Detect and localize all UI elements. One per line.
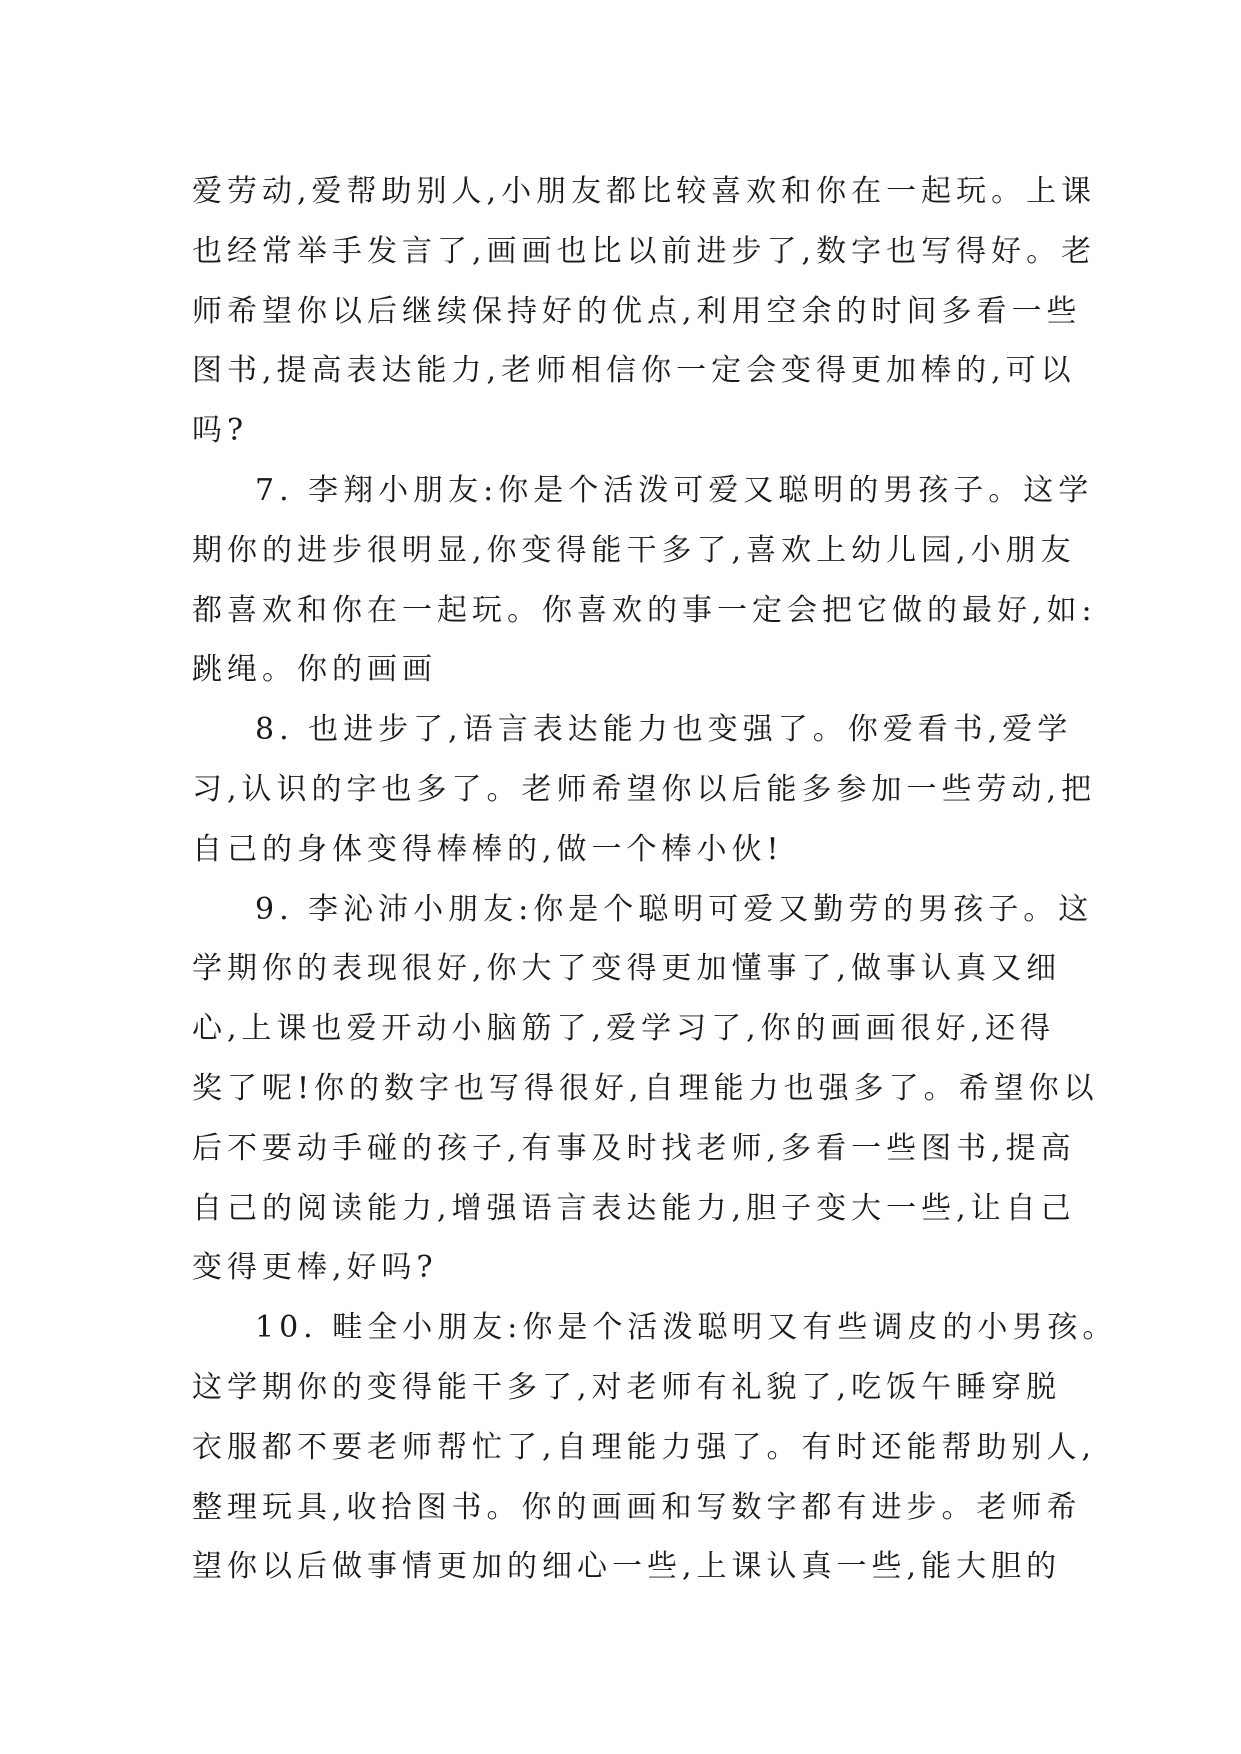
text-line: 衣服都不要老师帮忙了,自理能力强了。有时还能帮助别人, xyxy=(192,1429,1097,1465)
text-line: 8. 也进步了,语言表达能力也变强了。你爱看书,爱学 xyxy=(255,712,1073,748)
text-line: 也经常举手发言了,画画也比以前进步了,数字也写得好。老 xyxy=(192,233,1097,269)
text-line: 奖了呢!你的数字也写得很好,自理能力也强多了。希望你以 xyxy=(192,1070,1099,1106)
text-line: 这学期你的变得能干多了,对老师有礼貌了,吃饭午睡穿脱 xyxy=(192,1369,1062,1405)
text-line: 吗? xyxy=(192,413,249,449)
text-line: 师希望你以后继续保持好的优点,利用空余的时间多看一些 xyxy=(192,293,1082,329)
text-line: 自己的身体变得棒棒的,做一个棒小伙! xyxy=(192,831,784,867)
text-line: 学期你的表现很好,你大了变得更加懂事了,做事认真又细 xyxy=(192,951,1062,987)
text-line: 期你的进步很明显,你变得能干多了,喜欢上幼儿园,小朋友 xyxy=(192,532,1076,568)
text-line: 10. 畦全小朋友:你是个活泼聪明又有些调皮的小男孩。 xyxy=(255,1310,1118,1346)
text-line: 跳绳。你的画画 xyxy=(192,652,437,688)
text-line: 自己的阅读能力,增强语言表达能力,胆子变大一些,让自己 xyxy=(192,1190,1076,1226)
text-line: 望你以后做事情更加的细心一些,上课认真一些,能大胆的 xyxy=(192,1549,1062,1585)
text-line: 心,上课也爱开动小脑筋了,爱学习了,你的画画很好,还得 xyxy=(192,1011,1056,1047)
text-line: 习,认识的字也多了。老师希望你以后能多参加一些劳动,把 xyxy=(192,771,1097,807)
text-line: 7. 李翔小朋友:你是个活泼可爱又聪明的男孩子。这学 xyxy=(255,472,1094,508)
text-line: 整理玩具,收拾图书。你的画画和写数字都有进步。老师希 xyxy=(192,1489,1082,1525)
text-line: 9. 李沁沛小朋友:你是个聪明可爱又勤劳的男孩子。这 xyxy=(255,891,1094,927)
text-line: 图书,提高表达能力,老师相信你一定会变得更加棒的,可以 xyxy=(192,353,1076,389)
text-line: 爱劳动,爱帮助别人,小朋友都比较喜欢和你在一起玩。上课 xyxy=(192,174,1097,209)
text-line: 后不要动手碰的孩子,有事及时找老师,多看一些图书,提高 xyxy=(192,1130,1076,1166)
document-body xyxy=(192,162,1118,1597)
text-line: 变得更棒,好吗? xyxy=(192,1250,438,1286)
text-line: 都喜欢和你在一起玩。你喜欢的事一定会把它做的最好,如: xyxy=(192,592,1097,628)
